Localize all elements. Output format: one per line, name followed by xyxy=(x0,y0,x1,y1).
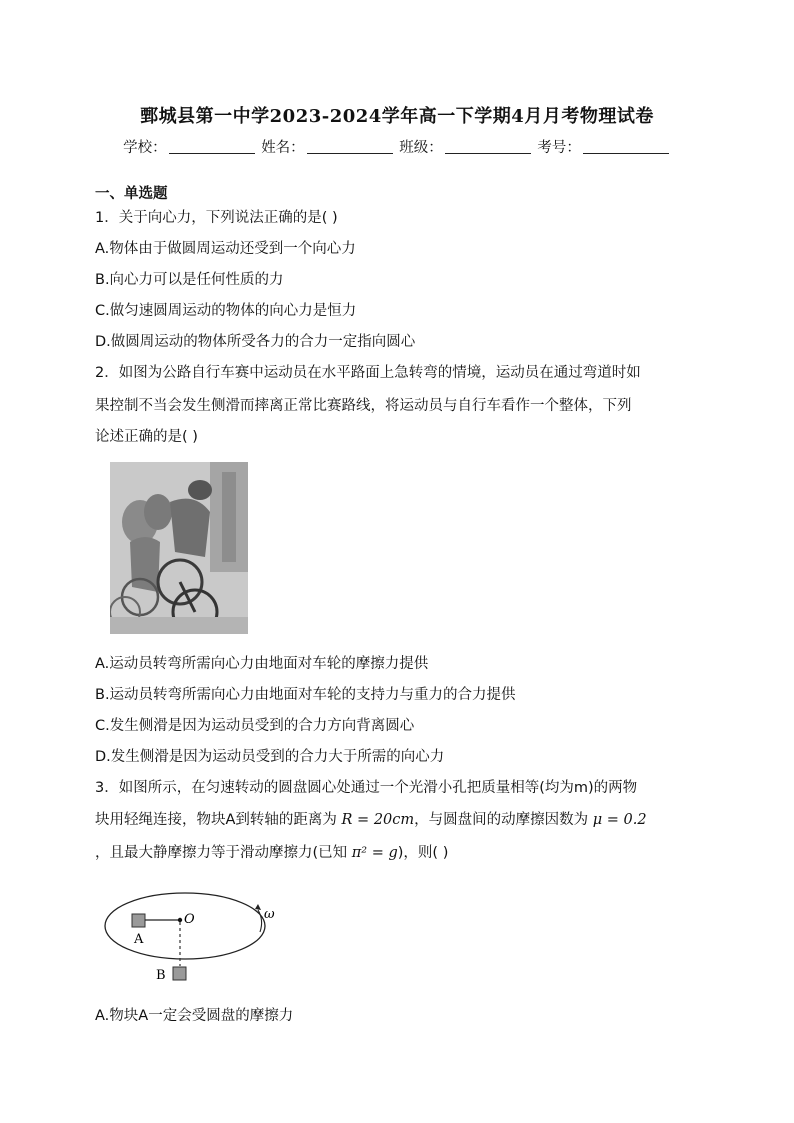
label-b: B xyxy=(156,968,166,983)
student-info-line xyxy=(0,136,794,157)
class-label: 班级： xyxy=(399,140,443,156)
q1-option-a: A.物体由于做圆周运动还受到一个向心力 xyxy=(95,241,356,257)
q2-stem-line1: 2．如图为公路自行车赛中运动员在水平路面上急转弯的情境，运动员在通过弯道时如 xyxy=(95,365,641,381)
center-point xyxy=(178,918,182,922)
q3-line2-text-1: 块用轻绳连接，物块A到转轴的距离为 xyxy=(95,812,337,828)
name-label: 姓名： xyxy=(261,140,305,156)
page-title: 鄄城县第一中学2023-2024学年高一下学期4月月考物理试卷 xyxy=(140,106,654,127)
q1-stem: 1．关于向心力，下列说法正确的是( ) xyxy=(95,210,338,226)
q1-option-b: B.向心力可以是任何性质的力 xyxy=(95,272,284,288)
q3-stem-line2 xyxy=(95,808,647,829)
label-o: O xyxy=(184,912,195,927)
exam-no-label: 考号： xyxy=(537,140,581,156)
q2-option-d: D.发生侧滑是因为运动员受到的合力大于所需的向心力 xyxy=(95,749,445,765)
rotation-arrowhead-icon xyxy=(255,904,261,910)
block-a xyxy=(132,914,145,927)
q3-friction-formula: μ = 0.2 xyxy=(592,812,647,828)
exam-no-blank[interactable] xyxy=(583,153,669,154)
q2-stem-line2: 果控制不当会发生侧滑而摔离正常比赛路线，将运动员与自行车看作一个整体，下列 xyxy=(95,398,632,414)
q1-option-c: C.做匀速圆周运动的物体的向心力是恒力 xyxy=(95,303,357,319)
block-b xyxy=(173,967,186,980)
q3-stem-line3 xyxy=(95,841,448,862)
q2-option-c: C.发生侧滑是因为运动员受到的合力方向背离圆心 xyxy=(95,718,415,734)
q3-option-a: A.物块A一定会受圆盘的摩擦力 xyxy=(95,1008,294,1024)
q3-line2-text-2: ，与圆盘间的动摩擦因数为 xyxy=(414,812,589,828)
q3-pi-formula: π² = g xyxy=(351,845,398,861)
name-blank[interactable] xyxy=(307,153,393,154)
q2-option-a: A.运动员转弯所需向心力由地面对车轮的摩擦力提供 xyxy=(95,656,429,672)
q1-option-d: D.做圆周运动的物体所受各力的合力一定指向圆心 xyxy=(95,334,416,350)
q2-stem-line3: 论述正确的是( ) xyxy=(95,429,198,445)
section-heading: 一、单选题 xyxy=(95,186,168,202)
q3-line3-text-2: )，则( ) xyxy=(397,845,449,861)
q3-line3-text-1: ，且最大静摩擦力等于滑动摩擦力(已知 xyxy=(95,845,348,861)
class-blank[interactable] xyxy=(445,153,531,154)
school-blank[interactable] xyxy=(169,153,255,154)
q3-stem-line1: 3．如图所示，在匀速转动的圆盘圆心处通过一个光滑小孔把质量相等(均为m)的两物 xyxy=(95,780,638,796)
q2-option-b: B.运动员转弯所需向心力由地面对车轮的支持力与重力的合力提供 xyxy=(95,687,516,703)
disk-diagram xyxy=(100,888,280,988)
q3-radius-formula: R = 20cm xyxy=(341,812,415,828)
label-omega: ω xyxy=(264,907,275,922)
cyclist-photo-drawing xyxy=(110,462,248,634)
school-label: 学校： xyxy=(123,140,167,156)
label-a: A xyxy=(134,932,144,947)
cyclist-photo xyxy=(110,462,248,634)
